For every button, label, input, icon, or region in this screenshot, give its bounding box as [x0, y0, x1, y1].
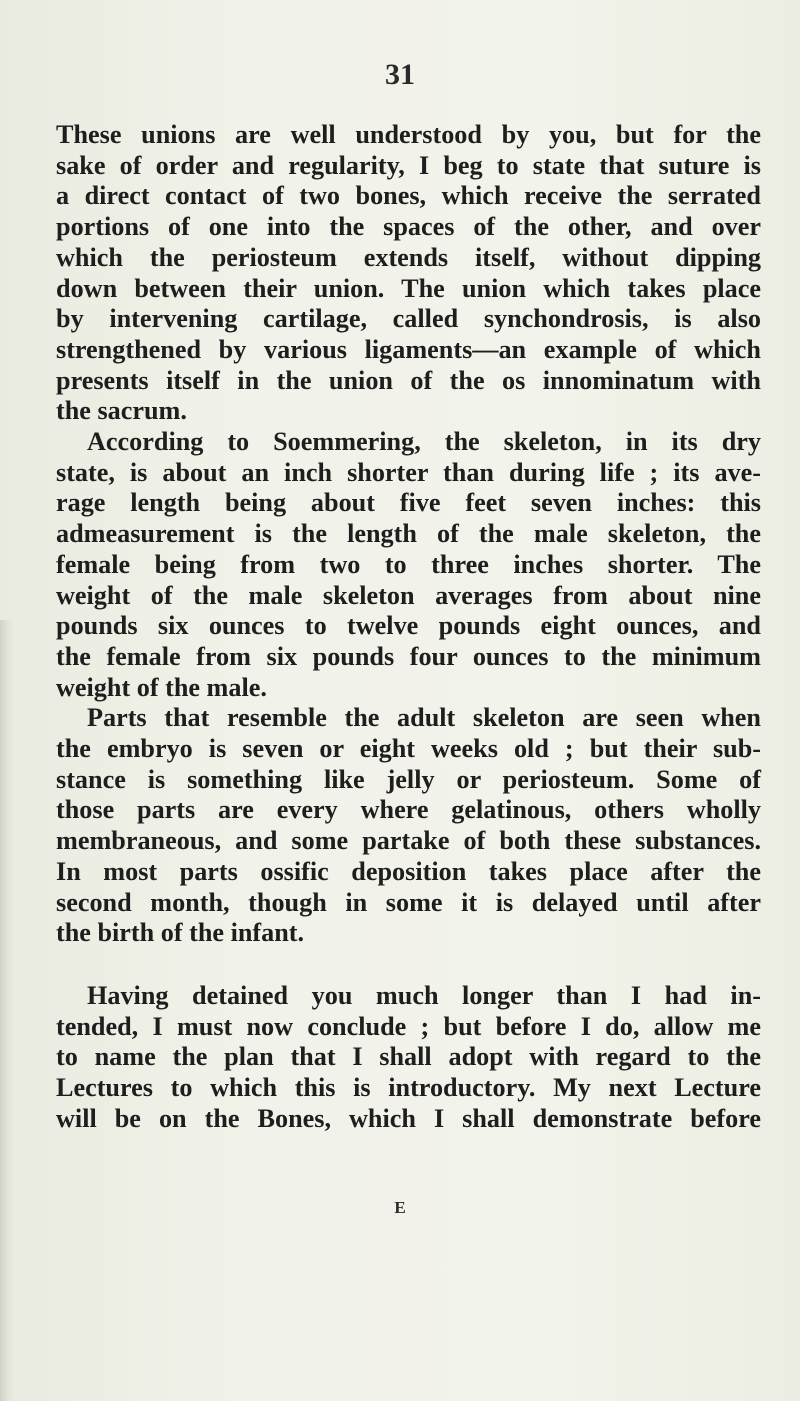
text-line: which the periosteum extends itself, without dipping: [56, 242, 761, 272]
text-line: will be on the Bones, which I shall demonstrate before: [56, 1103, 761, 1133]
text-line: female being from two to three inches shorter. The: [56, 549, 761, 579]
text-line: down between their union. The union which takes place: [56, 273, 761, 303]
text-line: the birth of the infant.: [56, 918, 305, 948]
text-line: state, is about an inch shorter than during life ; its ave-: [56, 457, 761, 487]
paragraph-sutures: [56, 120, 761, 427]
text-line: pounds six ounces to twelve pounds eight ounces, and: [56, 611, 761, 641]
body-text: [56, 120, 761, 1135]
text-line: rage length being about five feet seven inches: this: [56, 488, 761, 518]
text-line: by intervening cartilage, called synchondrosis, is also: [56, 304, 761, 334]
text-line: to name the plan that I shall adopt with regard to the: [56, 1042, 761, 1072]
signature-mark: E: [394, 1198, 406, 1217]
paragraph-conclusion: [56, 981, 761, 1135]
paragraph-skeleton-measurements: [56, 427, 761, 703]
text-line: the female from six pounds four ounces to the minimum: [56, 641, 761, 671]
text-line: Lectures to which this is introductory. My next Lecture: [56, 1073, 761, 1103]
text-line: stance is something like jelly or periosteum. Some of: [56, 764, 761, 794]
text-line: Parts that resemble the adult skeleton are seen when: [87, 703, 761, 733]
text-line: membraneous, and some partake of both these substances.: [56, 826, 761, 856]
text-line: These unions are well understood by you, but for the: [56, 120, 761, 149]
paragraph-separator: [56, 949, 761, 981]
text-line: the embryo is seven or eight weeks old ; but their sub-: [56, 734, 761, 764]
text-line: a direct contact of two bones, which receive the serrated: [56, 181, 761, 211]
text-line: those parts are every where gelatinous, others wholly: [56, 795, 761, 825]
page-gutter-shadow: [0, 620, 14, 1401]
text-line: tended, I must now conclude ; but before I do, allow me: [56, 1011, 761, 1041]
text-line: strengthened by various ligaments—an example of which: [56, 334, 761, 364]
text-line: weight of the male skeleton averages from about nine: [56, 580, 761, 610]
text-line: Having detained you much longer than I had in-: [87, 980, 761, 1010]
text-line: the sacrum.: [56, 396, 187, 426]
text-line: weight of the male.: [56, 672, 267, 702]
text-line: In most parts ossific deposition takes place after the: [56, 856, 761, 886]
text-line: presents itself in the union of the os innominatum with: [56, 365, 761, 395]
text-line: sake of order and regularity, I beg to state that suture is: [56, 150, 761, 180]
text-line: According to Soemmering, the skeleton, in its dry: [87, 427, 761, 457]
text-line: second month, though in some it is delayed until after: [56, 887, 761, 917]
page-number: 31: [385, 58, 415, 91]
text-line: admeasurement is the length of the male skeleton, the: [56, 519, 761, 549]
text-line: portions of one into the spaces of the other, and over: [56, 212, 761, 242]
paragraph-embryo: [56, 703, 761, 949]
